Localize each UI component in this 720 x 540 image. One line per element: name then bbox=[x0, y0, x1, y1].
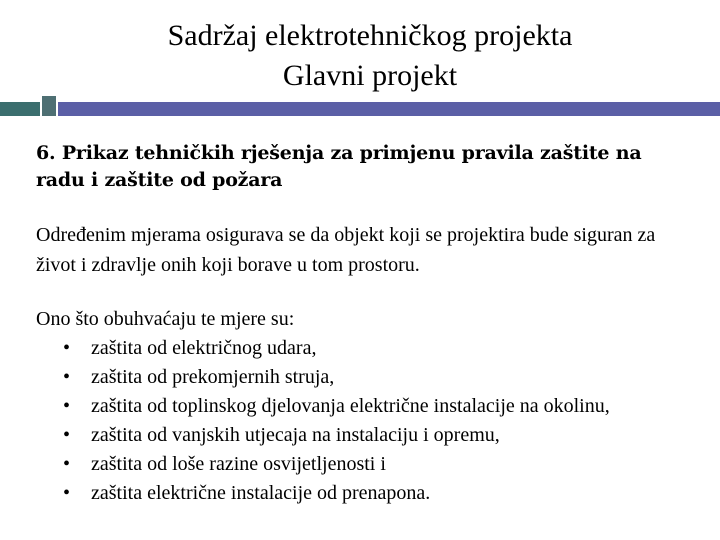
slide-title bbox=[60, 16, 680, 96]
divider-bar-right bbox=[58, 102, 720, 116]
list-item bbox=[60, 450, 680, 479]
bullet-icon: • bbox=[63, 337, 71, 359]
list-item bbox=[60, 334, 680, 363]
list-item-text: zaštita od loše razine osvijetljenosti i bbox=[91, 453, 386, 475]
title-divider bbox=[0, 96, 720, 118]
list-item bbox=[60, 479, 680, 508]
title-line-2: Glavni projekt bbox=[282, 59, 458, 92]
list-item bbox=[60, 363, 680, 392]
divider-square bbox=[42, 96, 56, 116]
section-subtitle: 6. Prikaz tehničkih rješenja za primjenu pravila zaštite na radu i zaštite od požara bbox=[36, 142, 642, 191]
list-item-text: zaštita od prekomjernih struja, bbox=[91, 366, 335, 388]
list-item-text: zaštita električne instalacije od prenapona. bbox=[91, 482, 431, 504]
divider-bar-left bbox=[0, 102, 40, 116]
list-intro: Ono što obuhvaćaju te mjere su: bbox=[36, 308, 295, 330]
intro-paragraph: Određenim mjerama osigurava se da objekt koji se projektira bude siguran za život i zdravlje onih koji borave u tom prostoru. bbox=[36, 224, 656, 276]
bullet-icon: • bbox=[63, 395, 71, 417]
bullet-icon: • bbox=[63, 366, 71, 388]
list-item-text: zaštita od toplinskog djelovanja električne instalacije na okolinu, bbox=[91, 395, 610, 417]
list-item-text: zaštita od električnog udara, bbox=[91, 337, 317, 359]
bullet-icon: • bbox=[63, 424, 71, 446]
list-item bbox=[60, 392, 680, 421]
measures-list bbox=[60, 334, 680, 508]
bullet-icon: • bbox=[63, 482, 71, 504]
list-item-text: zaštita od vanjskih utjecaja na instalaciju i opremu, bbox=[91, 424, 500, 446]
title-line-1: Sadržaj elektrotehničkog projekta bbox=[167, 19, 573, 52]
list-item bbox=[60, 421, 680, 450]
bullet-icon: • bbox=[63, 453, 71, 475]
